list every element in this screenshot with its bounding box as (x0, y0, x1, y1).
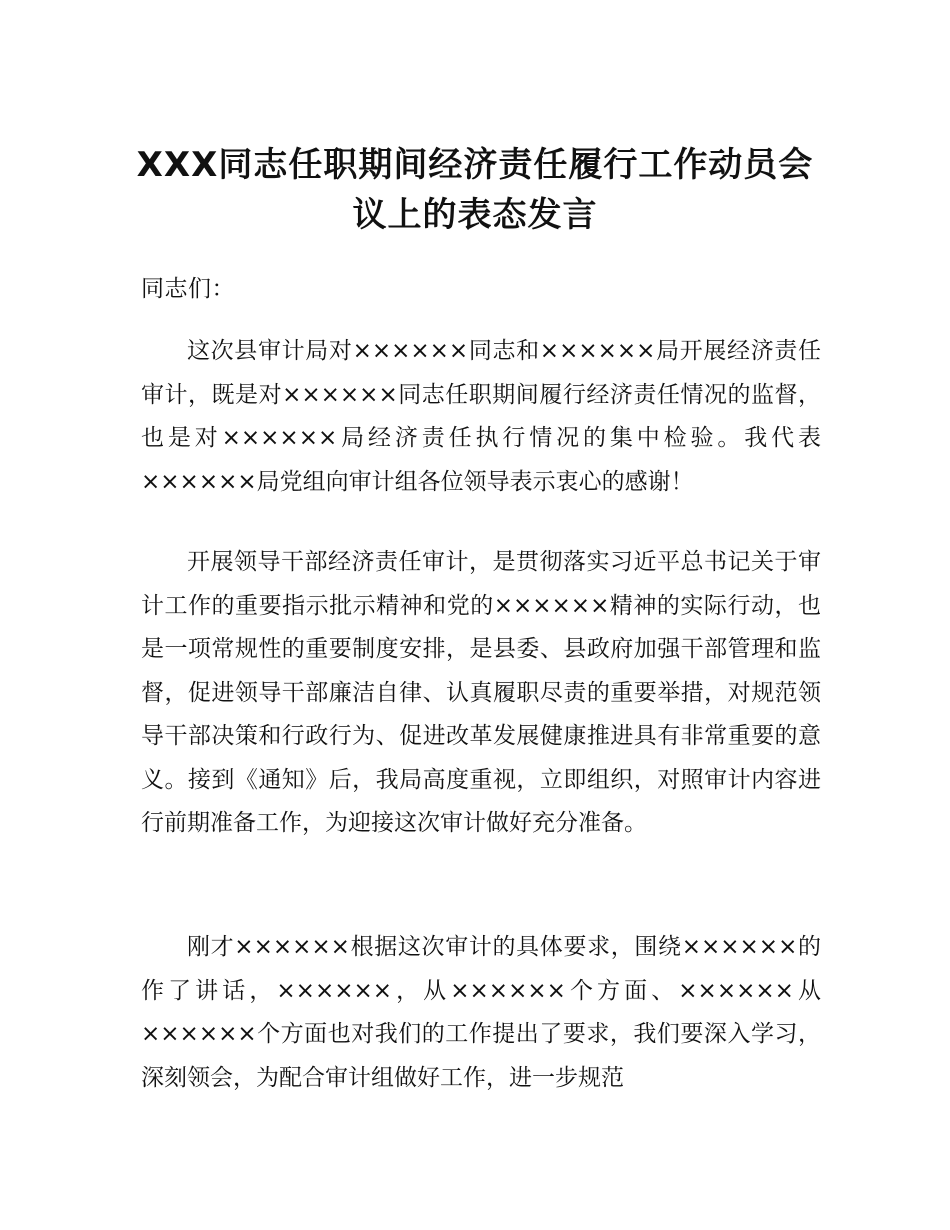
salutation: 同志们： (141, 276, 235, 302)
paragraph-1: 这次县审计局对××××××同志和××××××局开展经济责任审计，既是对××××××同志任职期间履行经济责任情况的监督，也是对××××××局经济责任执行情况的集中检验。我代表××××××局党组向审计组各位领导表示衷心的感谢！ (141, 338, 821, 495)
document-title-line-1: XXX同志任职期间经济责任履行工作动员会 (136, 145, 814, 185)
paragraph-3: 刚才××××××根据这次审计的具体要求，围绕××××××的作了讲话，××××××，从××××××个方面、××××××从××××××个方面也对我们的工作提出了要求，我们要深入学习，深刻领会，为配合审计组做好工作，进一步规范 (141, 934, 821, 1091)
paragraph-2: 开展领导干部经济责任审计，是贯彻落实习近平总书记关于审计工作的重要指示批示精神和党的××××××精神的实际行动，也是一项常规性的重要制度安排，是县委、县政府加强干部管理和监督，促进领导干部廉洁自律、认真履职尽责的重要举措，对规范领导干部决策和行政行为、促进改革发展健康推进具有非常重要的意义。接到《通知》后，我局高度重视，立即组织，对照审计内容进行前期准备工作，为迎接这次审计做好充分准备。 (141, 549, 821, 836)
document-title-line-2: 议上的表态发言 (352, 195, 598, 235)
